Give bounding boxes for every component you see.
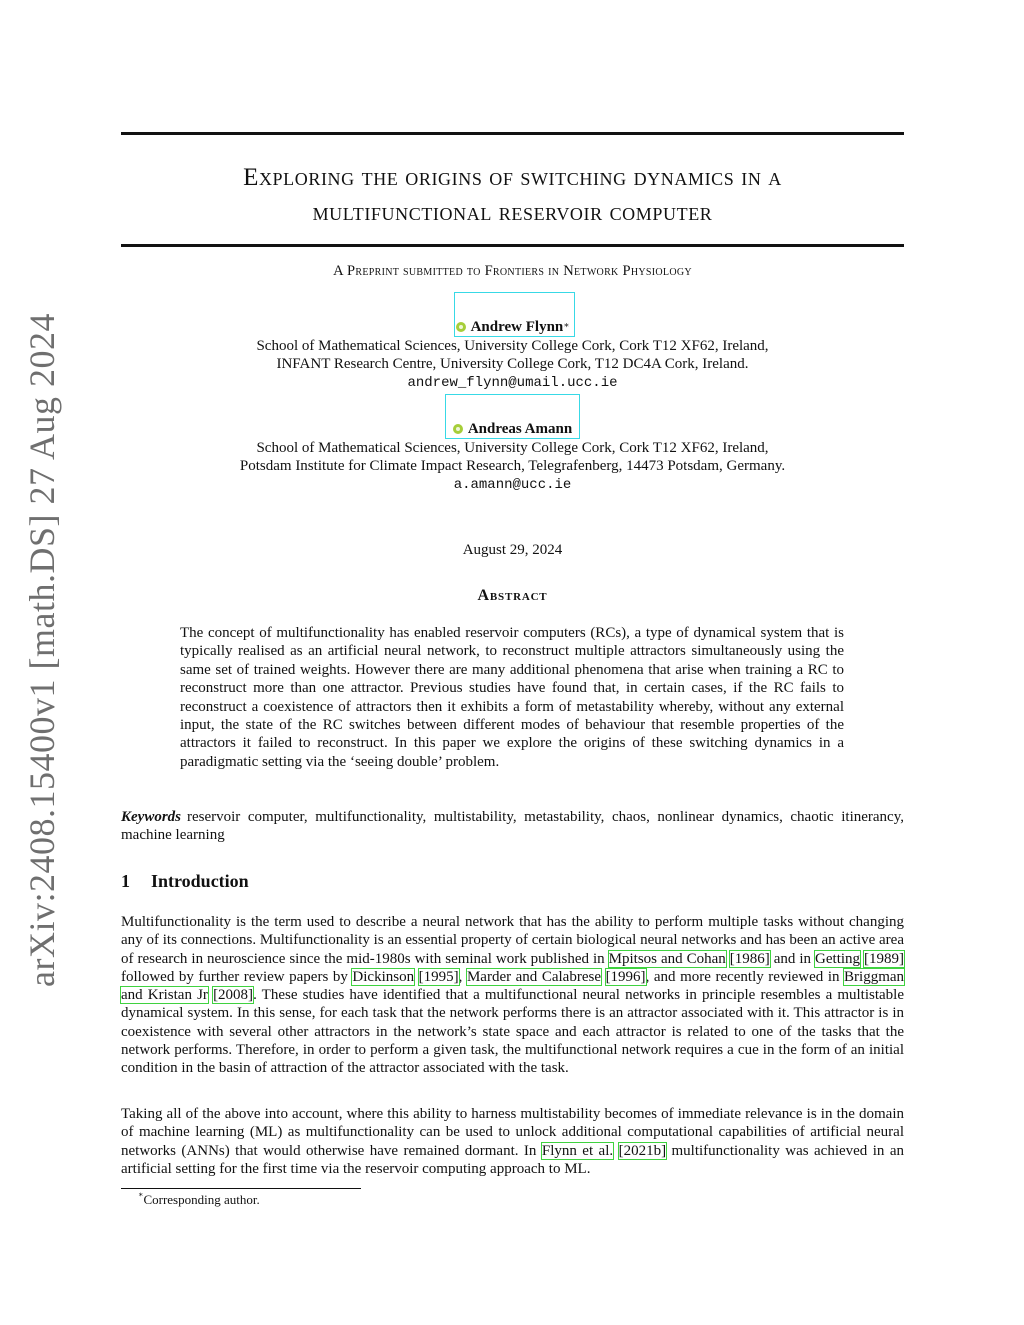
citation-link[interactable]: Marder and Calabrese bbox=[466, 968, 601, 985]
author-block-1 bbox=[121, 318, 904, 392]
text-run: Multifunctionality is the term used to describe a neural network that has the ability to perform multiple tasks without changing any of its connections. Multifunctionality is an essential property of certain biological neural networks and has been an active area of research in neuroscience since the mid-1980s with seminal work published in bbox=[121, 914, 904, 967]
arxiv-sidebar bbox=[20, 313, 64, 987]
citation-link[interactable]: Flynn et al. bbox=[541, 1142, 614, 1159]
footnote bbox=[138, 1192, 260, 1208]
corresponding-marker: ∗ bbox=[563, 320, 570, 330]
citation-link[interactable]: Getting bbox=[815, 950, 861, 967]
author-block-2 bbox=[121, 420, 904, 494]
paper-title bbox=[121, 160, 904, 230]
text-run: , bbox=[458, 968, 467, 985]
keywords bbox=[121, 808, 904, 845]
author-affiliation: School of Mathematical Sciences, University College Cork, Cork T12 XF62, Ireland, bbox=[256, 337, 769, 354]
citation-link[interactable]: Mpitsos and Cohan bbox=[608, 950, 726, 967]
author-email: andrew_flynn@umail.ucc.ie bbox=[407, 374, 618, 391]
footnote-rule bbox=[121, 1188, 361, 1189]
citation-year-link[interactable]: [2021b] bbox=[618, 1142, 667, 1159]
publication-date: August 29, 2024 bbox=[462, 542, 563, 558]
footnote-marker: ∗ bbox=[138, 1190, 144, 1199]
author-affiliation: INFANT Research Centre, University College Cork, T12 DC4A Cork, Ireland. bbox=[276, 356, 749, 372]
citation-year-link[interactable]: [1989] bbox=[864, 950, 905, 967]
section-title: Introduction bbox=[151, 871, 249, 891]
text-run: Taking all of the above into account, where this ability to harness multistability becomes of immediate relevance is in the domain of machine learning (ML) as multifunctionality can be used to unlock additional computational capabilities of artificial neural networks (ANNs) that would otherwise have remained dormant. In bbox=[121, 1106, 904, 1159]
abstract-text: The concept of multifunctionality has enabled reservoir computers (RCs), a type of dynamical system that is typically realised as an artificial neural network, to reconstruct multiple attractors simultaneously using the same set of trained weights. However there are many additional phenomena that arise when training a RC to reconstruct more than one attractor. Previous studies have found that, in certain cases, if the RC fails to reconstruct a coexistence of attractors then it exhibits a form of metastability whereby, without any external input, the state of the RC switches between different modes of behaviour that resemble properties of the attractors it failed to reconstruct. In this paper we explore the origins of these switching dynamics in a paradigmatic setting via the ‘seeing double’ problem. bbox=[180, 625, 844, 770]
intro-paragraph-2 bbox=[121, 1105, 904, 1178]
text-run bbox=[613, 1143, 618, 1159]
citation-year-link[interactable]: [1986] bbox=[729, 950, 770, 967]
text-run: , and more recently reviewed in bbox=[645, 968, 845, 985]
author-name[interactable]: Andrew Flynn bbox=[470, 319, 564, 335]
author-name[interactable]: Andreas Amann bbox=[467, 421, 573, 437]
footnote-text: Corresponding author. bbox=[143, 1192, 260, 1207]
citation-year-link[interactable]: [2008] bbox=[213, 987, 254, 1004]
orcid-icon[interactable] bbox=[456, 322, 466, 332]
title-line-2: multifunctional reservoir computer bbox=[312, 199, 713, 226]
preprint-subtitle: A Preprint submitted to Frontiers in Network Physiology bbox=[333, 263, 692, 279]
citation-link[interactable]: Dickinson bbox=[352, 968, 415, 985]
title-rule-bottom bbox=[121, 244, 904, 247]
abstract-heading: Abstract bbox=[477, 587, 548, 604]
author-affiliation: Potsdam Institute for Climate Impact Research, Telegrafenberg, 14473 Potsdam, Germany. bbox=[239, 458, 786, 474]
citation-year-link[interactable]: [1995] bbox=[418, 968, 459, 985]
author-email: a.amann@ucc.ie bbox=[453, 476, 572, 493]
arxiv-identifier: arXiv:2408.15400v1 [math.DS] 27 Aug 2024 bbox=[22, 313, 62, 987]
section-heading bbox=[121, 871, 249, 892]
citation-link[interactable]: Briggman and Kristan Jr bbox=[121, 968, 905, 1004]
text-run: multifunctionality was achieved in an artificial setting for the first time via the reservoir computing approach to ML. bbox=[121, 1142, 904, 1177]
keywords-text: reservoir computer, multifunctionality, multistability, metastability, chaos, nonlinear dynamics, chaotic itinerancy, machine learning bbox=[121, 809, 904, 844]
orcid-icon[interactable] bbox=[453, 424, 463, 434]
text-run: and in bbox=[769, 950, 816, 967]
text-run: . These studies have identified that a multifunctional neural networks in principle resembles a multistable dynamical system. In this sense, for each task that the network performs there is an attractor associated with it. This attractor is in coexistence with several other attractors in the network’s state space and each attractor is related to one of the tasks that the network performs. Therefore, in order to perform a given task, the multifunctional network requires a cue in the form of an initial condition in the basin of attraction of the attractor associated with the task. bbox=[121, 987, 905, 1077]
text-run: followed by further review papers by bbox=[121, 968, 353, 985]
keywords-label: Keywords bbox=[121, 809, 181, 825]
title-rule-top bbox=[121, 132, 904, 135]
text-run bbox=[601, 969, 606, 985]
intro-paragraph-1 bbox=[121, 913, 904, 1078]
section-number: 1 bbox=[121, 871, 130, 891]
author-affiliation: School of Mathematical Sciences, University College Cork, Cork T12 XF62, Ireland, bbox=[256, 439, 769, 456]
text-run bbox=[414, 969, 419, 985]
citation-year-link[interactable]: [1996] bbox=[605, 968, 646, 985]
title-line-1: Exploring the origins of switching dynamics in a bbox=[243, 164, 782, 191]
